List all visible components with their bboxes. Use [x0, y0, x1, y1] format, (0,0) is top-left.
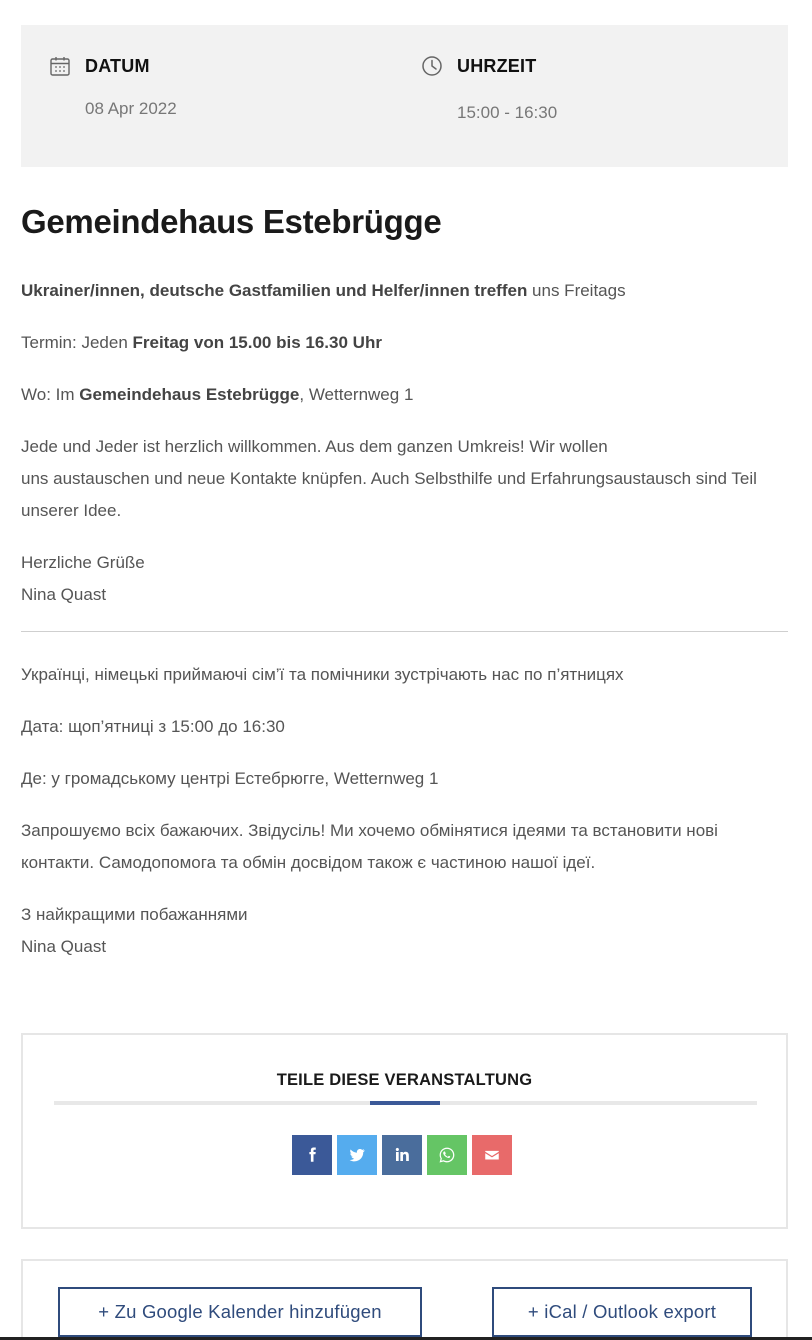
- ukrainian-location-paragraph: Де: у громадському центрі Естебрюгге, Wetternweg 1: [21, 769, 439, 788]
- german-greeting: Herzliche Grüße: [21, 553, 145, 572]
- email-icon: [483, 1146, 501, 1164]
- german-date-prefix: Termin: Jeden: [21, 333, 133, 352]
- ukrainian-welcome-paragraph: Запрошуємо всіх бажаючих. Звідусіль! Ми хочемо обмінятися ідеями та встановити нові контакти. Самодопомога та обмін досвідом також є частиною нашої ідеї.: [21, 821, 718, 872]
- ukrainian-greeting: З найкращими побажаннями: [21, 905, 248, 924]
- time-label: UHRZEIT: [457, 56, 537, 76]
- share-email-button[interactable]: [472, 1135, 512, 1175]
- german-intro-bold: Ukrainer/innen, deutsche Gastfamilien und Helfer/innen treffen: [21, 281, 528, 300]
- german-date-paragraph: [21, 327, 788, 359]
- german-location-rest: , Wetternweg 1: [299, 385, 414, 404]
- share-buttons: [292, 1135, 512, 1175]
- german-closing: [21, 547, 788, 611]
- section-divider: [21, 631, 788, 632]
- ukrainian-intro-paragraph: Українці, німецькі приймаючі сім’ї та помічники зустрічають нас по п’ятницях: [21, 665, 624, 684]
- german-intro-rest: uns Freitags: [527, 281, 626, 300]
- share-whatsapp-button[interactable]: [427, 1135, 467, 1175]
- whatsapp-icon: [438, 1146, 456, 1164]
- share-twitter-button[interactable]: [337, 1135, 377, 1175]
- german-date-bold: Freitag von 15.00 bis 16.30 Uhr: [132, 333, 382, 352]
- german-location-bold: Gemeindehaus Estebrügge: [79, 385, 300, 404]
- ukrainian-closing: [21, 899, 788, 963]
- linkedin-icon: [393, 1146, 411, 1164]
- clock-icon: [421, 55, 443, 77]
- calendar-icon: [49, 55, 71, 77]
- share-title: TEILE DIESE VERANSTALTUNG: [276, 1071, 533, 1089]
- share-facebook-button[interactable]: [292, 1135, 332, 1175]
- german-location-prefix: Wo: Im: [21, 385, 80, 404]
- german-welcome-line1: Jede und Jeder ist herzlich willkommen. Aus dem ganzen Umkreis! Wir wollen: [21, 437, 608, 456]
- twitter-icon: [348, 1146, 366, 1164]
- ukrainian-date-paragraph: Дата: щоп’ятниці з 15:00 до 16:30: [21, 717, 285, 736]
- facebook-icon: [303, 1146, 321, 1164]
- share-box: [21, 1033, 788, 1229]
- add-to-google-calendar-button[interactable]: + Zu Google Kalender hinzufügen: [58, 1287, 422, 1337]
- date-value: 08 Apr 2022: [85, 99, 177, 118]
- date-label: DATUM: [85, 56, 150, 76]
- time-value: 15:00 - 16:30: [457, 103, 558, 122]
- calendar-box: [21, 1259, 788, 1340]
- german-welcome-paragraph: [21, 431, 788, 527]
- share-linkedin-button[interactable]: [382, 1135, 422, 1175]
- ical-outlook-export-button[interactable]: + iCal / Outlook export: [492, 1287, 752, 1337]
- page-title: Gemeindehaus Estebrügge: [21, 203, 442, 240]
- german-location-paragraph: [21, 379, 788, 411]
- german-intro-paragraph: [21, 275, 788, 307]
- ukrainian-signature: Nina Quast: [21, 937, 107, 956]
- share-title-accent: [370, 1101, 440, 1105]
- event-info-box: [21, 25, 788, 167]
- german-signature: Nina Quast: [21, 585, 107, 604]
- german-welcome-line2: uns austauschen und neue Kontakte knüpfen. Auch Selbsthilfe und Erfahrungsaustausch sind Teil unserer Idee.: [21, 469, 757, 520]
